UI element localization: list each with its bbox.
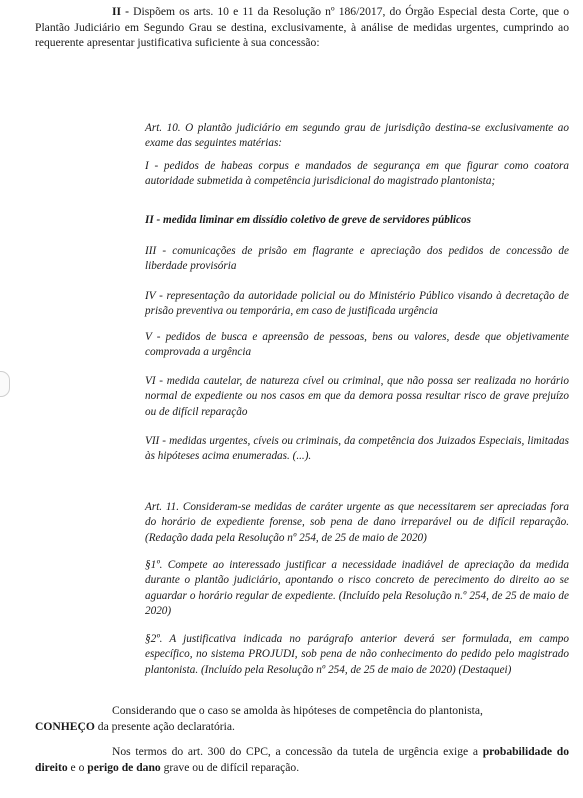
conclusion-text: Considerando que o caso se amolda às hipóteses de competência do plantonista,: [112, 704, 483, 717]
quote-item-vii: VII - medidas urgentes, cíveis ou criminais, da competência dos Juizados Especiais, limitadas às hipóteses acima enumeradas. (...).: [145, 435, 569, 463]
final-paragraph: [35, 744, 569, 775]
intro-label: II -: [112, 5, 130, 18]
quote-item-ii: II - medida liminar em dissídio coletivo de greve de servidores públicos: [145, 214, 471, 226]
quote-item-v: V - pedidos de busca e apreensão de pessoas, bens ou valores, desde que objetivamente comprovada a urgência: [145, 331, 569, 359]
intro-paragraph: [35, 4, 569, 51]
conclusion-bold: CONHEÇO: [35, 719, 95, 733]
final-bold-probabilidade: probabilidade do direito: [35, 745, 569, 774]
final-text: Nos termos do art. 300 do CPC, a concessão da tutela de urgência exige a: [112, 745, 483, 758]
quote-art-10: Art. 10. O plantão judiciário em segundo grau de jurisdição destina-se exclusivamente ao exame das seguintes matérias:: [145, 122, 569, 150]
quote-paragraph-2: §2º. A justificativa indicada no parágrafo anterior deverá ser formulada, em campo específico, no sistema PROJUDI, sob pena de não conhecimento do pedido pelo magistrado plantonista. (Incluído pela Resolução nº 254, de 25 de maio de 2020) (Destaquei): [145, 633, 569, 676]
quote-item-iii: III - comunicações de prisão em flagrante e apreciação dos pedidos de concessão de liberdade provisória: [145, 245, 569, 273]
conclusion-text-after: da presente ação declaratória.: [94, 719, 235, 733]
quote-item-i: I - pedidos de habeas corpus e mandados de segurança em que figurar como coatora autoridade submetida à competência jurisdicional do magistrado plantonista;: [145, 160, 569, 188]
quote-art-11: Art. 11. Consideram-se medidas de caráter urgente as que necessitarem ser apreciadas fora do horário de expediente forense, sob pena de dano irreparável ou de difícil reparação. (Redação dada pela Resolução nº 254, de 25 de maio de 2020): [145, 501, 569, 544]
quote-item-iv: IV - representação da autoridade policial ou do Ministério Público visando à decretação de prisão preventiva ou temporária, em caso de justificada urgência: [145, 290, 569, 318]
conclusion-paragraph: [35, 703, 569, 734]
final-text-after: grave ou de difícil reparação.: [160, 760, 300, 774]
quote-item-vi: VI - medida cautelar, de natureza cível ou criminal, que não possa ser realizada no horário normal de expediente ou nos casos em que da demora possa resultar risco de grave prejuízo ou de difícil reparação: [145, 375, 569, 418]
carousel-prev-handle[interactable]: [0, 371, 10, 397]
quote-paragraph-1: §1º. Compete ao interessado justificar a necessidade inadiável de apreciação da medida durante o plantão judiciário, apontando o risco concreto de perecimento do direito ao se aguardar o horário regular de expediente. (Incluído pela Resolução n.º 254, de 25 de maio de 2020): [145, 559, 569, 618]
intro-text: Dispõem os arts. 10 e 11 da Resolução nº 186/2017, do Órgão Especial desta Corte, que o Plantão Judiciário em Segundo Grau se destina, exclusivamente, à análise de medidas urgentes, cumprindo ao requerente apresentar justificativa suficiente à sua concessão:: [35, 5, 569, 50]
final-bold-perigo: perigo de dano: [87, 760, 161, 774]
final-mid: e o: [67, 760, 88, 774]
